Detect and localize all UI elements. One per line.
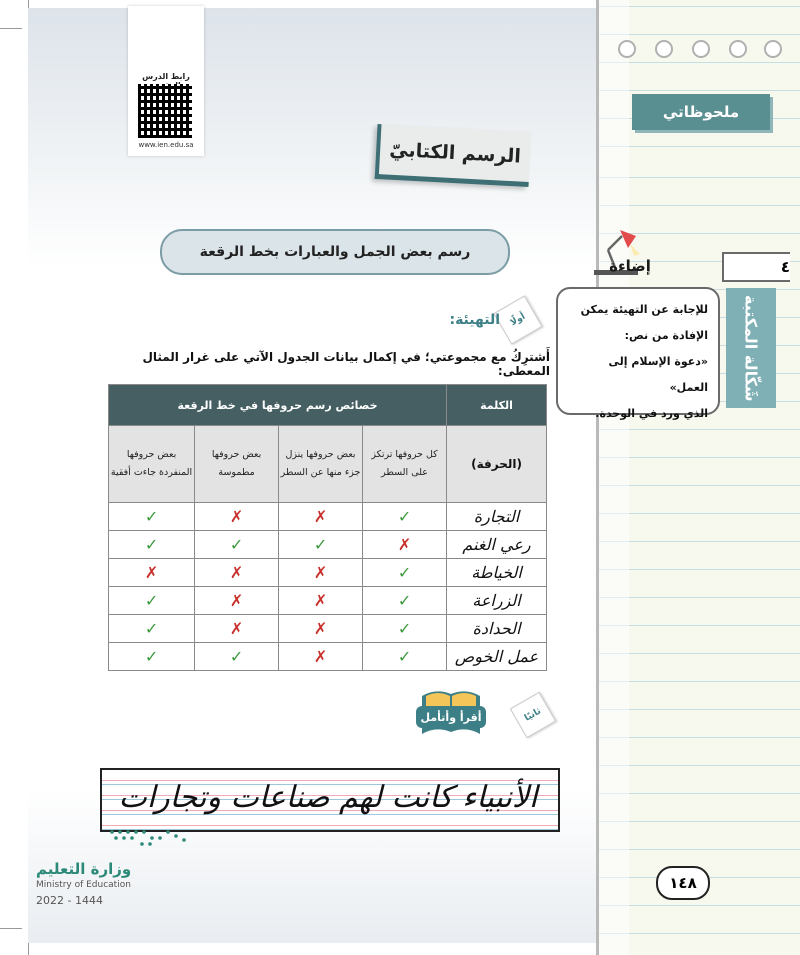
check-icon: ✓ <box>363 559 447 587</box>
table-word: الخياطة <box>447 559 547 587</box>
check-icon: ✓ <box>195 643 279 671</box>
read-badge: ثانيًا <box>510 692 556 738</box>
binder-hole <box>729 40 747 58</box>
properties-table <box>108 384 547 671</box>
check-icon: ✓ <box>109 615 195 643</box>
binder-hole <box>655 40 673 58</box>
warmup-badge: أولًا <box>493 295 542 344</box>
cross-icon: ✗ <box>195 615 279 643</box>
table-subheader: بعض حروفها ينزل جزء منها عن السطر <box>279 426 363 503</box>
table-subheader: بعض حروفها المنفردة جاءت أفقية <box>109 426 195 503</box>
handwriting-text: الأنبياء كانت لهم صناعات وتجارات <box>118 780 538 815</box>
cross-icon: ✗ <box>279 615 363 643</box>
cross-icon: ✗ <box>279 559 363 587</box>
table-row <box>109 503 547 531</box>
cross-icon: ✗ <box>279 643 363 671</box>
illumination-line: «دعوة الإسلام إلى العمل» <box>608 355 708 394</box>
table-row <box>109 559 547 587</box>
table-word: الحدادة <box>447 615 547 643</box>
cross-icon: ✗ <box>363 531 447 559</box>
ministry-english: Ministry of Education <box>36 880 131 890</box>
ministry-year: 2022 - 1444 <box>36 894 103 907</box>
crop-mark <box>0 28 22 29</box>
table-subheader: بعض حروفها مطموسة <box>195 426 279 503</box>
ministry-arabic: وزارة التعليم <box>36 860 132 878</box>
qr-caption: رابط الدرس <box>142 72 190 81</box>
table-row <box>109 643 547 671</box>
warmup-title: التهيئة: <box>449 312 500 328</box>
read-title: أقرأ وأتأمل <box>416 706 486 728</box>
ministry-dots-logo <box>102 826 192 848</box>
table-word: الزراعة <box>447 587 547 615</box>
cross-icon: ✗ <box>195 559 279 587</box>
check-icon: ✓ <box>363 643 447 671</box>
cross-icon: ✗ <box>195 503 279 531</box>
unit-side-title: شَكّالة المكتبة <box>726 288 776 408</box>
table-header-word: الكلمة <box>447 385 547 426</box>
page-number: ١٤٨ <box>656 866 710 900</box>
cross-icon: ✗ <box>279 503 363 531</box>
qr-code-icon[interactable] <box>138 84 192 138</box>
check-icon: ✓ <box>279 531 363 559</box>
binder-hole <box>618 40 636 58</box>
lesson-title: الرسم الكتابيّ <box>375 124 532 187</box>
cross-icon: ✗ <box>279 587 363 615</box>
illumination-box <box>556 287 720 420</box>
check-icon: ✓ <box>109 587 195 615</box>
table-row <box>109 587 547 615</box>
table-subheader: كل حروفها ترتكز على السطر <box>363 426 447 503</box>
check-icon: ✓ <box>195 531 279 559</box>
warmup-instruction: أَشترِكُ مع مجموعتي؛ في إكمال بيانات الجدول الآتي على غرار المثال المعطى: <box>142 350 550 378</box>
table-row <box>109 615 547 643</box>
notes-margin <box>596 0 629 955</box>
illumination-line: الإفادة من نص: <box>624 329 708 342</box>
qr-url[interactable]: www.ien.edu.sa <box>138 141 194 149</box>
example-word: (الحرفة) <box>447 426 547 503</box>
illumination-line: للإجابة عن التهيئة يمكن <box>580 303 708 316</box>
cross-icon: ✗ <box>109 559 195 587</box>
unit-number: ٤ <box>722 252 790 282</box>
table-word: التجارة <box>447 503 547 531</box>
table-word: رعي الغنم <box>447 531 547 559</box>
check-icon: ✓ <box>109 531 195 559</box>
notes-tab: ملحوظاتي <box>632 94 770 130</box>
check-icon: ✓ <box>363 615 447 643</box>
binder-hole <box>692 40 710 58</box>
table-header-group: خصائص رسم حروفها في خط الرقعة <box>109 385 447 426</box>
lesson-subtitle: رسم بعض الجمل والعبارات بخط الرقعة <box>160 229 510 275</box>
binder-hole <box>764 40 782 58</box>
cross-icon: ✗ <box>195 587 279 615</box>
table-word: عمل الخوص <box>447 643 547 671</box>
check-icon: ✓ <box>109 503 195 531</box>
illumination-line: الذي ورد في الوحدة. <box>595 407 708 420</box>
crop-mark <box>0 928 22 929</box>
illumination-title: إضاءة <box>609 257 651 275</box>
table-row <box>109 531 547 559</box>
check-icon: ✓ <box>363 587 447 615</box>
check-icon: ✓ <box>109 643 195 671</box>
check-icon: ✓ <box>363 503 447 531</box>
